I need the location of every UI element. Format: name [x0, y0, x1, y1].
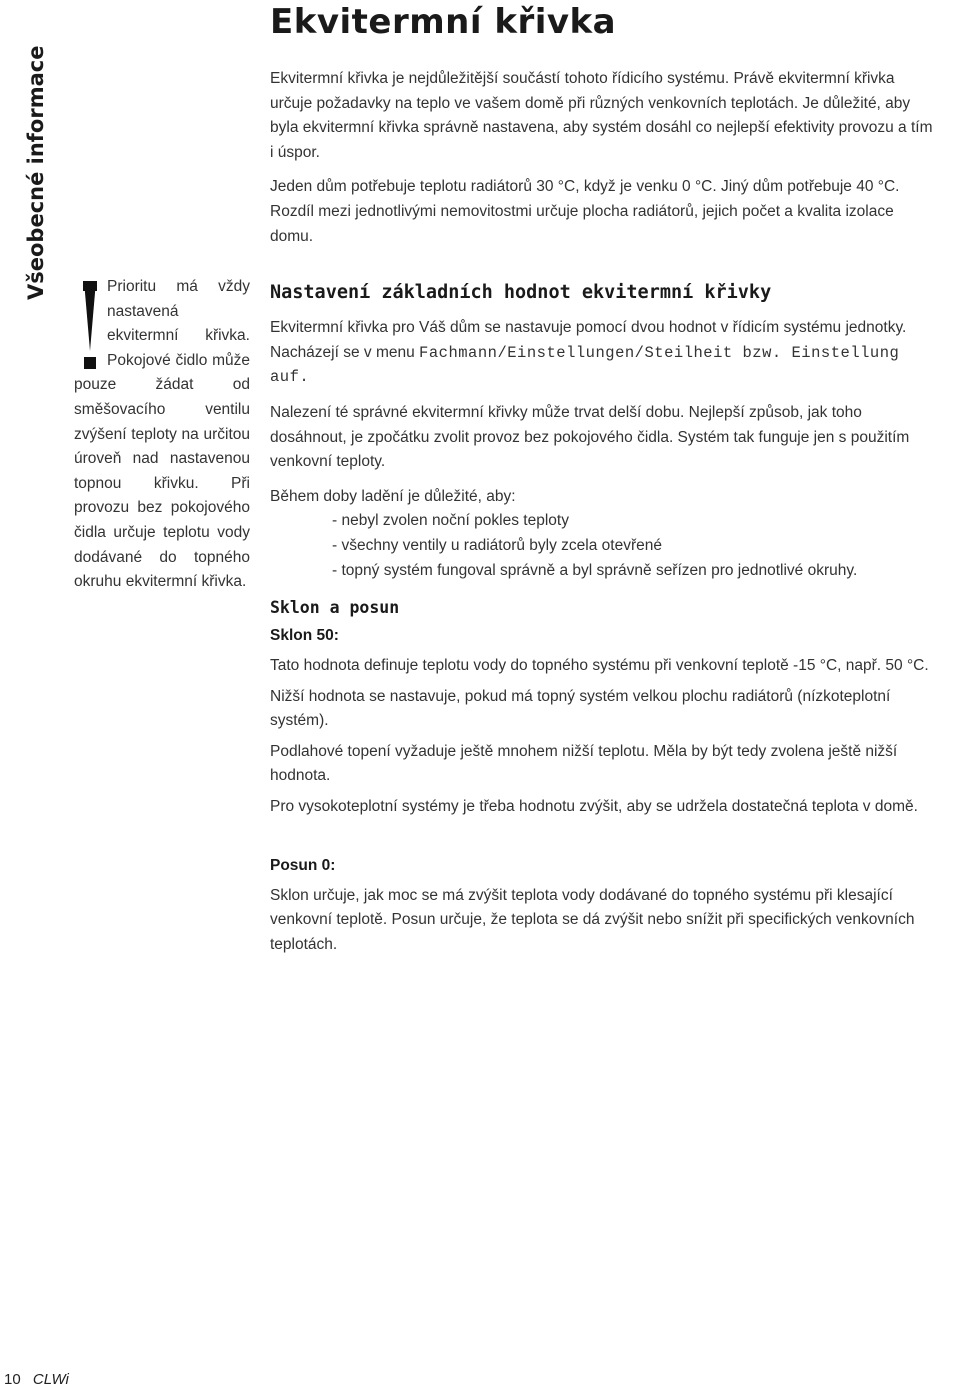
setup-paragraph-2: Nalezení té správné ekvitermní křivky může trvat delší dobu. Nejlepší způsob, jak toho dosáhnout, je zpočátku zvolit provoz bez pokojového čidla. Systém tak funguje jen s použitím venkovní teploty. [270, 403, 910, 471]
slope-offset-heading: Sklon a posun [270, 598, 400, 618]
section-side-tab [0, 0, 48, 300]
setup-paragraph-1-text: Ekvitermní křivka pro Váš dům se nastavuje pomocí dvou hodnot v řídicím systému jednotky. Nacházejí se v menu [270, 319, 907, 361]
side-note-text: Prioritu má vždy nastavená ekvitermní křivka. Pokojové čidlo může pouze žádat od směšovacího ventilu zvýšení teploty na určitou úroveň nad nastavenou topnou křivku. Při provozu bez pokojového čidla určuje teplotu vody dodávané do topného okruhu ekvitermní křivka. [74, 278, 250, 591]
list-item: - všechny ventily u radiátorů byly zcela otevřené [332, 536, 662, 554]
list-item: - nebyl zvolen noční pokles teploty [332, 512, 569, 530]
brand-name: CLWi [32, 1371, 69, 1388]
intro-paragraph-2: Jeden dům potřebuje teplotu radiátorů 30 °C, když je venku 0 °C. Jiný dům potřebuje 40 °C. Rozdíl mezi jednotlivými nemovitostmi určuje plocha radiátorů, jejich počet a kvalita izolace domu. [270, 178, 900, 245]
side-note [74, 275, 250, 595]
posun-paragraph: Sklon určuje, jak moc se má zvýšit teplota vody dodávané do topného systému při klesající venkovní teplotě. Posun určuje, že teplota se dá zvýšit nebo snížit při specifických venkovních teplotách. [270, 886, 915, 953]
posun-label: Posun 0: [270, 856, 336, 874]
sklon-paragraph-2: Nižší hodnota se nastavuje, pokud má topný systém velkou plochu radiátorů (nízkoteplotní systém). [270, 687, 891, 730]
section-side-tab-label: Všeobecné informace [24, 45, 48, 300]
sklon-paragraph-1: Tato hodnota definuje teplotu vody do topného systému při venkovní teplotě -15 °C, např. 50 °C. [270, 657, 929, 675]
list-item: - topný systém fungoval správně a byl správně seřízen pro jednotlivé okruhy. [332, 561, 858, 579]
setup-heading: Nastavení základních hodnot ekvitermní křivky [270, 282, 772, 304]
exclamation-icon [74, 281, 100, 365]
sklon-label: Sklon 50: [270, 627, 339, 645]
sklon-paragraph-3: Podlahové topení vyžaduje ještě mnohem nižší teplotu. Měla by být tedy zvolena ještě nižší hodnota. [270, 742, 898, 785]
page-number: 10 [4, 1371, 21, 1388]
setup-paragraph-3: Během doby ladění je důležité, aby: [270, 487, 516, 505]
tuning-conditions-list [270, 509, 936, 583]
intro-paragraph-1: Ekvitermní křivka je nejdůležitější součástí tohoto řídicího systému. Právě ekvitermní křivka určuje požadavky na teplo ve vašem domě při různých venkovních teplotách. Je důležité, aby byla ekvitermní křivka správně nastavena, aby systém dosáhl co nejlepší efektivity provozu a tím i úspor. [270, 70, 933, 161]
main-content [270, 0, 936, 957]
menu-path: Fachmann/Einstellungen/Steilheit bzw. Einstellung auf. [270, 343, 900, 387]
sklon-paragraph-4: Pro vysokoteplotní systémy je třeba hodnotu zvýšit, aby se udržela dostatečná teplota v domě. [270, 798, 918, 816]
page-footer [4, 1371, 69, 1388]
page-title: Ekvitermní křivka [270, 2, 617, 42]
setup-paragraph-1 [270, 316, 936, 390]
